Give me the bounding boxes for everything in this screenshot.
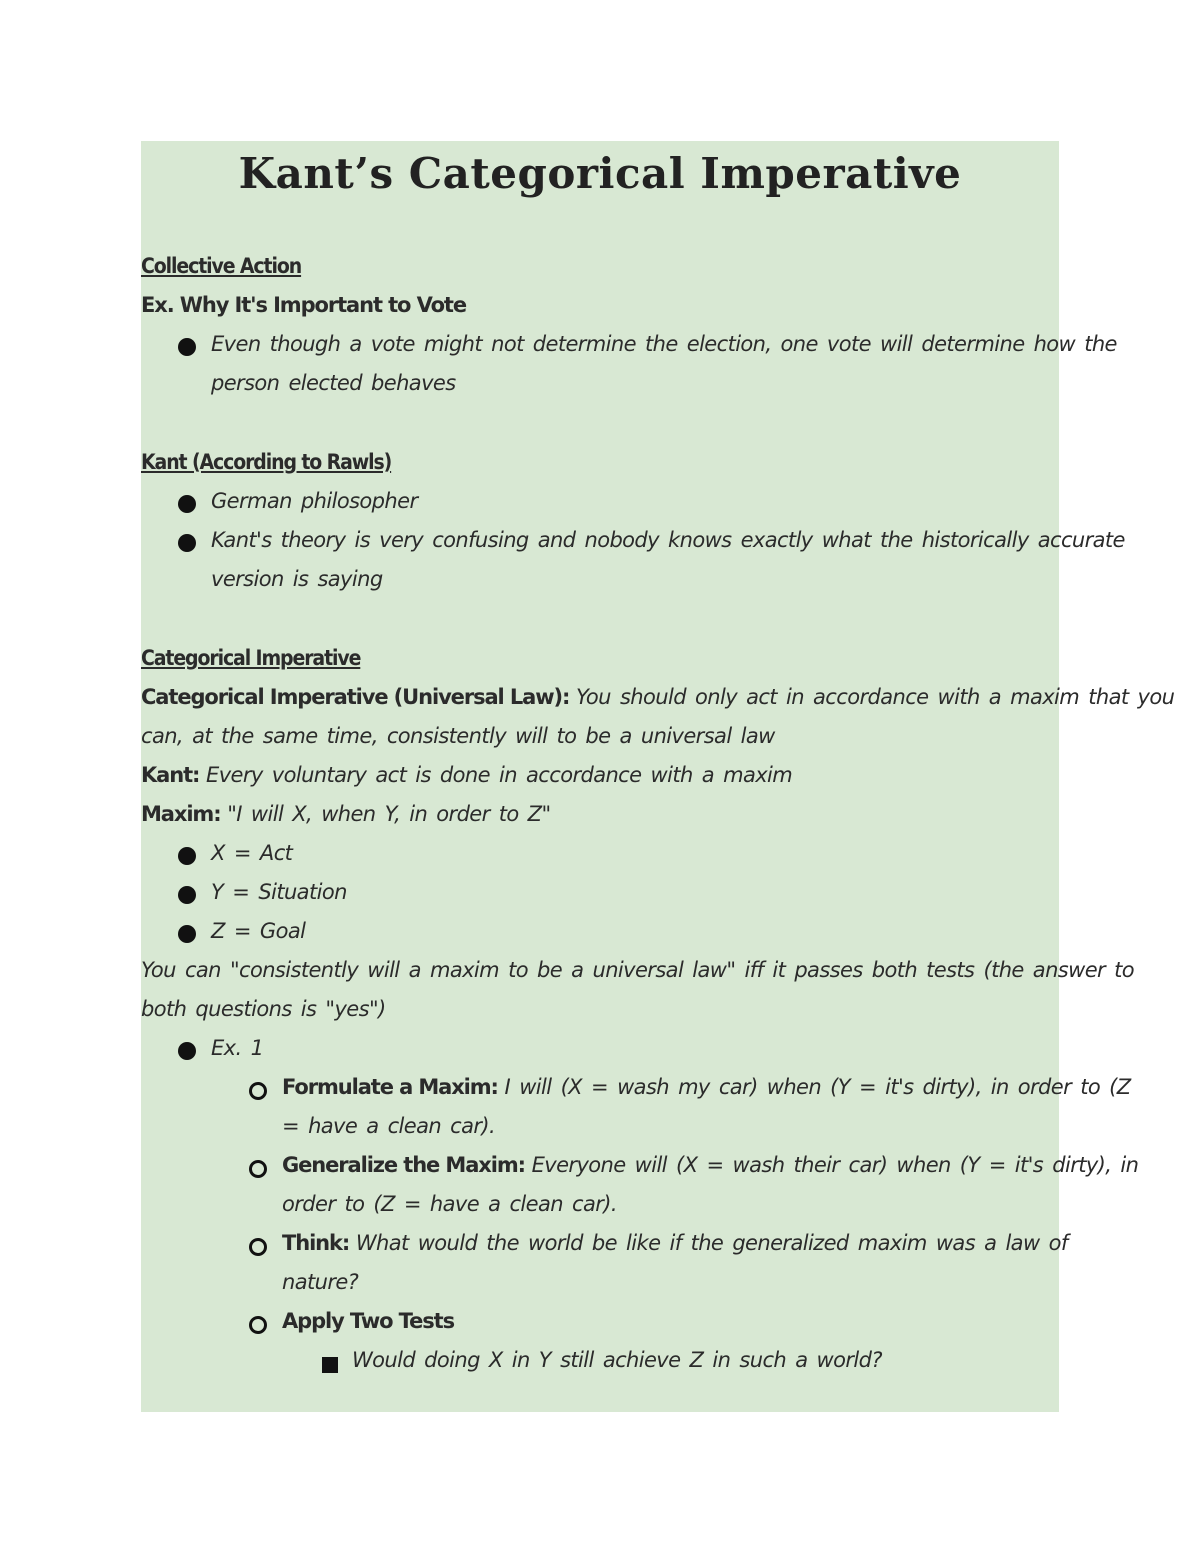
kant-bullet-2-line-2: version is saying — [211, 567, 383, 591]
kant-bullet-2-line-1: Kant's theory is very confusing and nobody knows exactly what the historically accurate — [211, 528, 1125, 552]
bullet-disc-icon — [178, 495, 196, 513]
bullet-disc-icon — [178, 925, 196, 943]
generalize-line-1 — [282, 1146, 1138, 1185]
kant-bullet-1: German philosopher — [211, 489, 418, 513]
bullet-disc-icon — [178, 1042, 196, 1060]
z-item: Z = Goal — [211, 919, 306, 943]
y-item: Y = Situation — [211, 880, 347, 904]
think-label: Think: — [282, 1231, 350, 1255]
vote-bullet-line-1: Even though a vote might not determine the election, one vote will determine how the — [211, 332, 1117, 356]
formulate-line-2: = have a clean car). — [282, 1114, 496, 1138]
consistency-line-2: both questions is "yes") — [141, 997, 386, 1021]
page-title: Kant’s Categorical Imperative — [238, 149, 962, 198]
bullet-disc-icon — [178, 886, 196, 904]
test-1: Would doing X in Y still achieve Z in such a world? — [352, 1348, 882, 1372]
vote-example-heading: Ex. Why It's Important to Vote — [141, 293, 466, 317]
bullet-ring-icon — [249, 1082, 267, 1100]
maxim-label: Maxim: — [141, 802, 221, 826]
bullet-disc-icon — [178, 338, 196, 356]
formulate-text: I will (X = wash my car) when (Y = it's dirty), in order to (Z — [504, 1075, 1131, 1099]
bullet-ring-icon — [249, 1316, 267, 1334]
consistency-line-1: You can "consistently will a maxim to be a universal law" iff it passes both tests (the answer to — [141, 958, 1135, 982]
universal-law-line-1 — [141, 678, 1174, 717]
bullet-disc-icon — [178, 534, 196, 552]
categorical-imperative-heading: Categorical Imperative — [141, 646, 361, 670]
collective-action-heading: Collective Action — [141, 254, 302, 278]
vote-bullet-line-2: person elected behaves — [211, 371, 456, 395]
universal-law-text: You should only act in accordance with a maxim that you — [576, 685, 1175, 709]
maxim-text: "I will X, when Y, in order to Z" — [227, 802, 551, 826]
example-label: Ex. 1 — [211, 1036, 264, 1060]
formulate-label: Formulate a Maxim: — [282, 1075, 498, 1099]
generalize-label: Generalize the Maxim: — [282, 1153, 525, 1177]
kant-definition — [141, 756, 792, 795]
bullet-ring-icon — [249, 1238, 267, 1256]
bullet-square-icon — [322, 1357, 338, 1373]
formulate-line-1 — [282, 1068, 1131, 1107]
think-line-2: nature? — [282, 1270, 359, 1294]
maxim-definition — [141, 795, 551, 834]
kant-rawls-heading: Kant (According to Rawls) — [141, 450, 392, 474]
think-text: What would the world be like if the generalized maxim was a law of — [355, 1231, 1068, 1255]
apply-tests-label: Apply Two Tests — [282, 1309, 454, 1333]
kant-text: Every voluntary act is done in accordance with a maxim — [206, 763, 793, 787]
generalize-line-2: order to (Z = have a clean car). — [282, 1192, 617, 1216]
x-item: X = Act — [211, 841, 293, 865]
bullet-disc-icon — [178, 847, 196, 865]
bullet-ring-icon — [249, 1160, 267, 1178]
universal-law-line-2: can, at the same time, consistently will to be a universal law — [141, 724, 775, 748]
think-line-1 — [282, 1224, 1068, 1263]
generalize-text: Everyone will (X = wash their car) when (Y = it's dirty), in — [531, 1153, 1139, 1177]
universal-law-label: Categorical Imperative (Universal Law): — [141, 685, 570, 709]
kant-label: Kant: — [141, 763, 200, 787]
